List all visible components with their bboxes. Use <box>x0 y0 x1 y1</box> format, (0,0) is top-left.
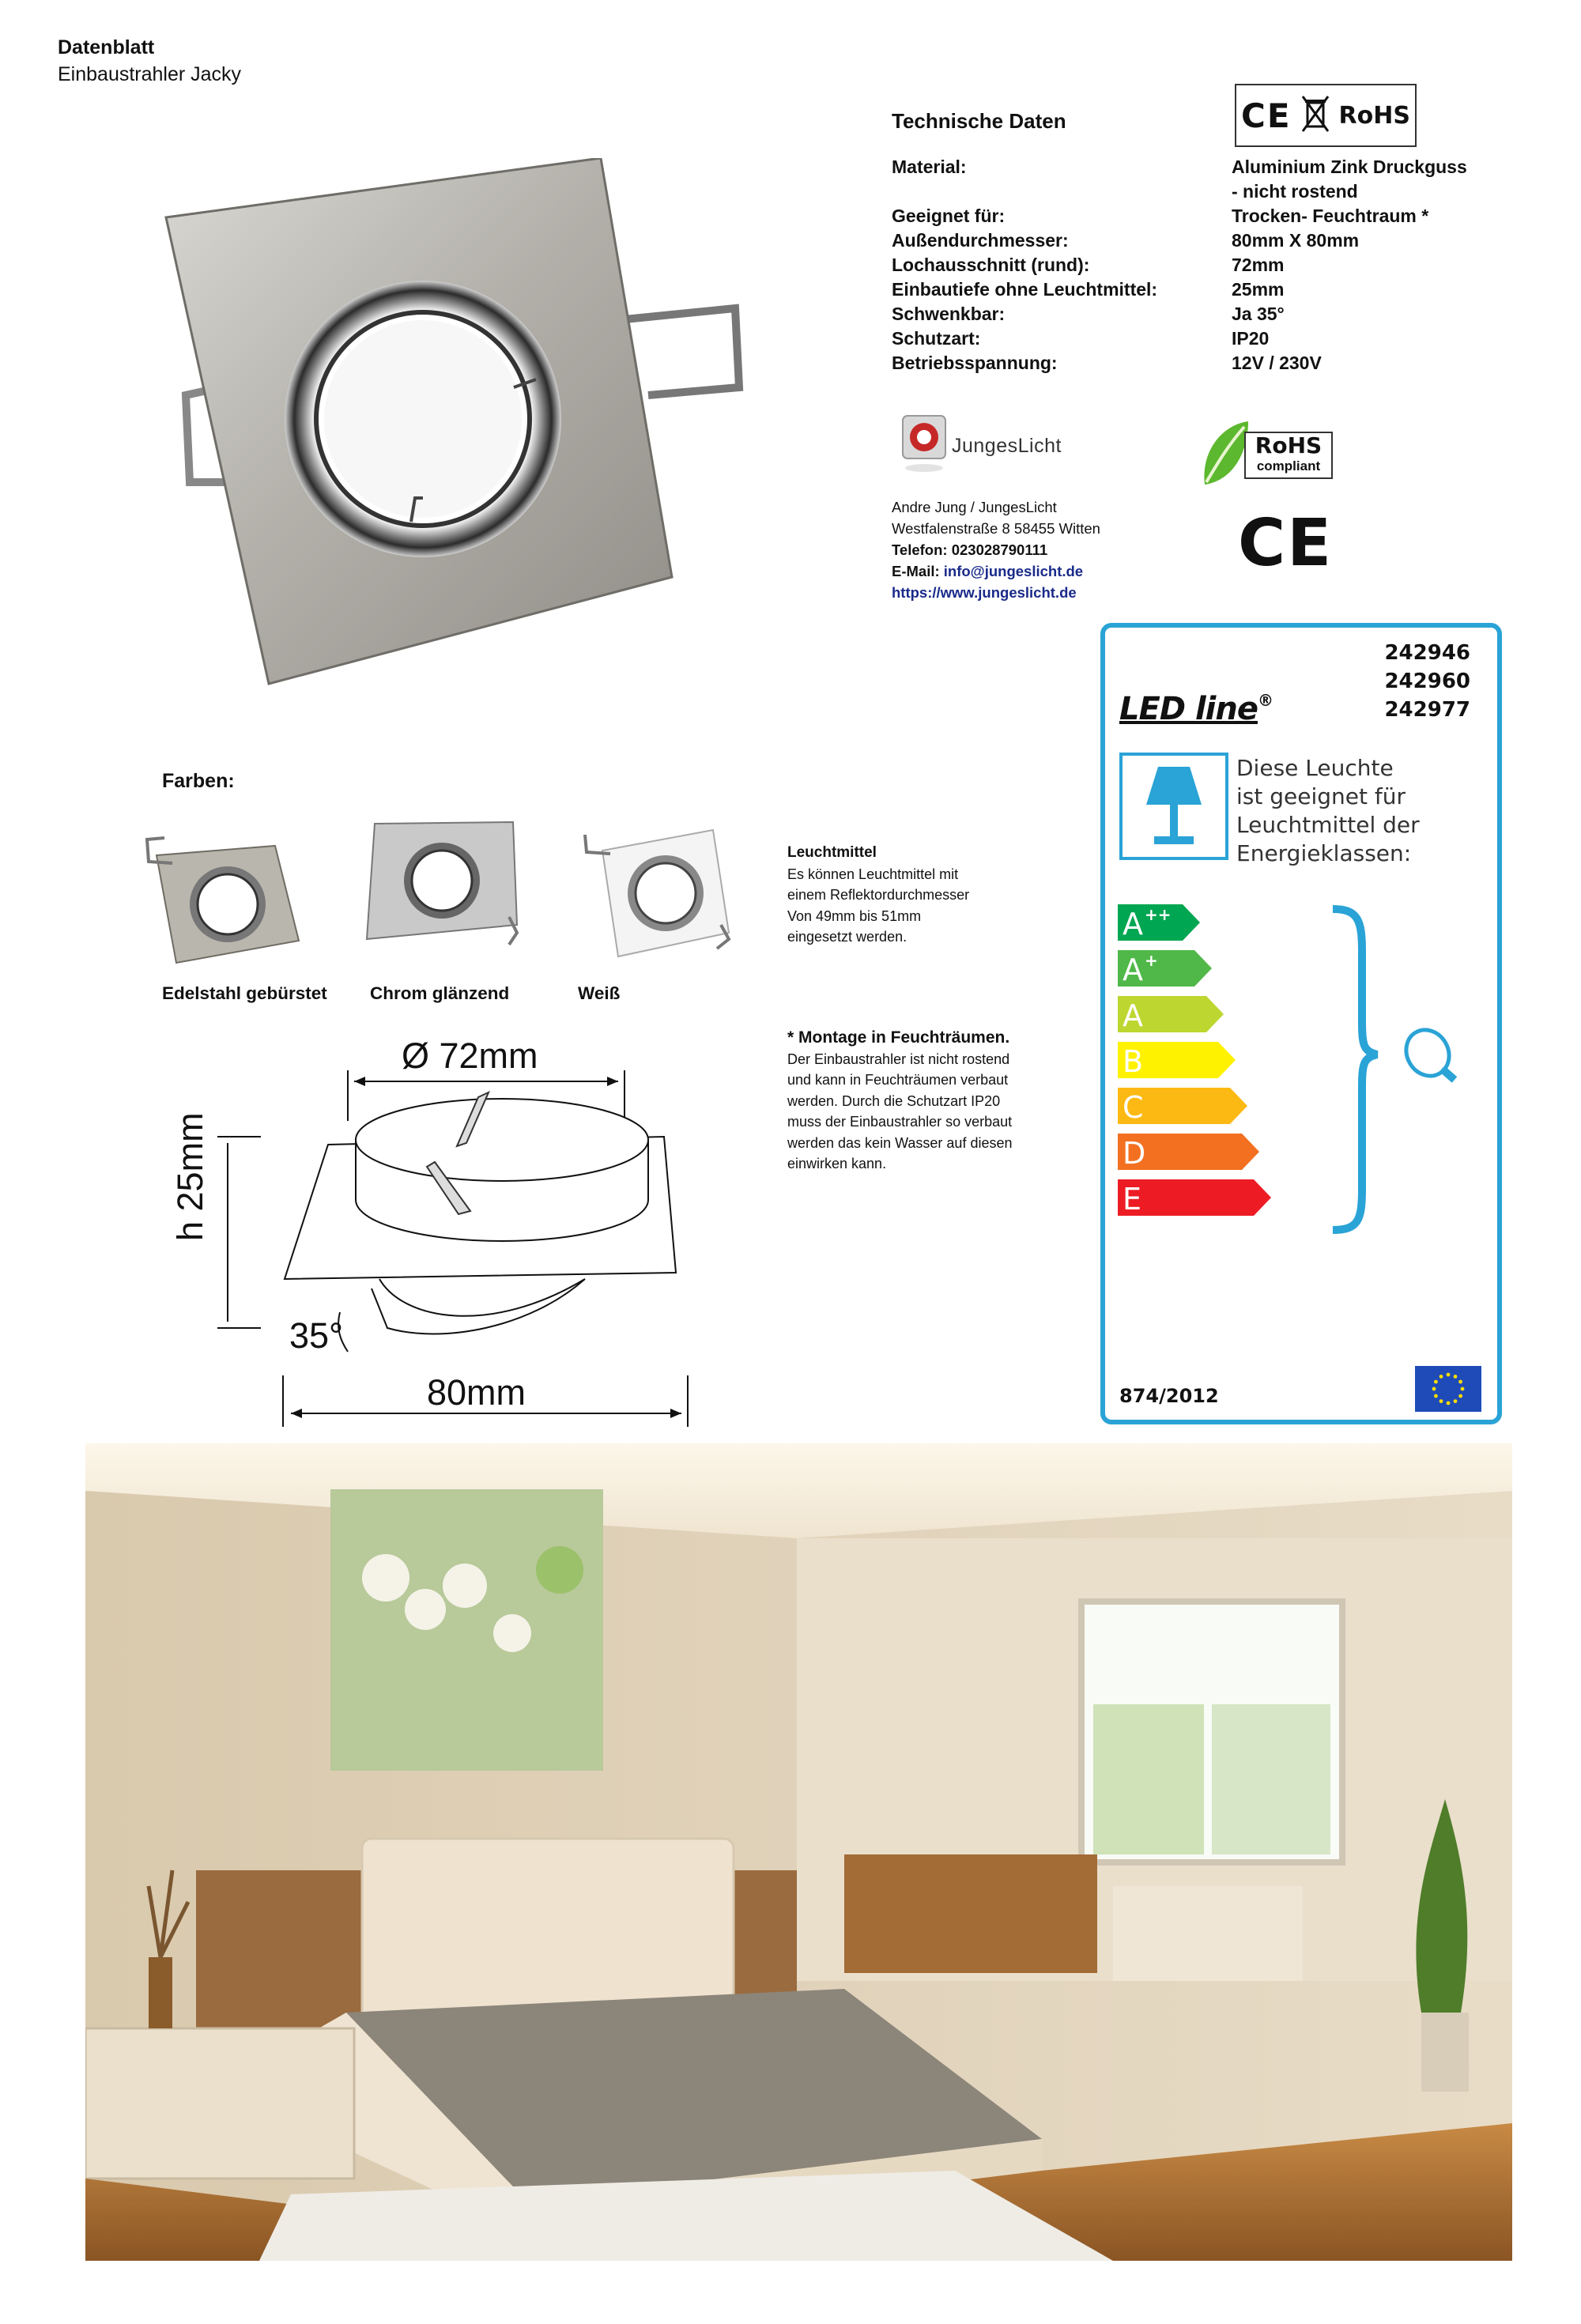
spec-value: - nicht rostend <box>1232 181 1358 202</box>
leuchtmittel-line: einem Reflektordurchmesser <box>787 887 970 903</box>
registered-mark: ® <box>1257 691 1273 710</box>
energy-class-e <box>1118 1179 1271 1217</box>
brand-logo <box>896 411 1102 476</box>
contact-phone: 023028790111 <box>951 541 1048 558</box>
ce-mark: CE <box>1241 96 1292 135</box>
contact-name: Andre Jung / JungesLicht <box>892 499 1057 515</box>
table-lamp-icon <box>1119 753 1228 860</box>
energy-description-line: Energieklassen: <box>1236 840 1412 866</box>
weee-bin-icon <box>1301 95 1330 137</box>
spec-label: Schutzart: <box>892 328 981 349</box>
energy-bracket <box>1326 904 1485 1236</box>
rohs-compliant-badge <box>1197 417 1338 490</box>
montage-heading: * Montage in Feuchträumen. <box>787 1028 1010 1047</box>
energy-class-d <box>1118 1134 1259 1171</box>
article-number: 242977 <box>1384 698 1470 722</box>
energy-description <box>1236 754 1420 868</box>
spec-value: Trocken- Feuchtraum * <box>1232 206 1429 226</box>
leuchtmittel-line: Es können Leuchtmittel mit <box>787 866 959 882</box>
variant-label-chrom: Chrom glänzend <box>370 983 510 1003</box>
energy-class-label: A <box>1123 998 1143 1033</box>
energy-class-ap <box>1118 950 1212 987</box>
spec-value: Ja 35° <box>1232 304 1285 324</box>
energy-label <box>1100 623 1502 1424</box>
eu-flag-icon <box>1415 1366 1481 1412</box>
spec-label: Betriebsspannung: <box>892 353 1058 373</box>
contact-website-link[interactable]: https://www.jungeslicht.de <box>892 584 1077 601</box>
leuchtmittel-line: eingesetzt werden. <box>787 929 907 945</box>
energy-class-b <box>1118 1042 1236 1079</box>
brand-logo-text: JungesLicht <box>952 435 1062 457</box>
bedroom-photo <box>85 1443 1512 2261</box>
contact-block <box>892 496 1100 603</box>
dim-diameter-label: Ø 72mm <box>402 1036 538 1076</box>
montage-line: muss der Einbaustrahler so verbaut <box>787 1114 1013 1130</box>
energy-class-label: C <box>1123 1090 1144 1125</box>
page-subtitle: Einbaustrahler Jacky <box>58 63 242 85</box>
variant-image-edelstahl <box>141 822 316 980</box>
energy-class-app <box>1118 904 1200 941</box>
dim-angle-label: 35° <box>289 1315 344 1356</box>
contact-email-label: E-Mail: <box>892 563 940 579</box>
page-title: Datenblatt <box>58 36 155 58</box>
variant-label-weiss: Weiß <box>578 983 621 1003</box>
montage-line: werden. Durch die Schutzart IP20 <box>787 1092 1001 1109</box>
variant-label-edelstahl: Edelstahl gebürstet <box>162 983 327 1003</box>
tech-heading: Technische Daten <box>892 109 1066 133</box>
spec-label: Einbautiefe ohne Leuchtmittel: <box>892 279 1158 300</box>
spec-value: IP20 <box>1232 328 1270 349</box>
montage-line: einwirken kann. <box>787 1156 887 1171</box>
rohs-badge-title: RoHS <box>1255 432 1323 458</box>
product-image <box>158 158 775 696</box>
contact-phone-label: Telefon: <box>892 541 948 558</box>
energy-classes <box>1118 904 1276 1236</box>
spec-value: Aluminium Zink Druckguss <box>1232 157 1467 177</box>
spec-label <box>892 179 1224 204</box>
spec-label: Geeignet für: <box>892 206 1006 226</box>
leuchtmittel-heading: Leuchtmittel <box>787 844 877 861</box>
certification-marks <box>1235 84 1417 147</box>
article-number: 242960 <box>1384 670 1470 693</box>
montage-line: Der Einbaustrahler ist nicht rostend <box>787 1051 1010 1067</box>
energy-class-label: E <box>1123 1182 1142 1217</box>
spec-labels <box>892 155 1224 375</box>
dim-height-label: h 25mm <box>170 1112 210 1241</box>
montage-block <box>787 1028 1012 1175</box>
leuchtmittel-line: Von 49mm bis 51mm <box>787 907 922 924</box>
energy-description-line: Diese Leuchte <box>1236 755 1394 781</box>
spec-label: Schwenkbar: <box>892 304 1006 324</box>
energy-class-a <box>1118 996 1224 1033</box>
energy-class-label: A <box>1123 953 1143 987</box>
leuchtmittel-block <box>787 843 969 948</box>
light-bulb-icon <box>1398 1022 1457 1084</box>
energy-class-arrows <box>1118 904 1284 1236</box>
led-line-brand <box>1119 691 1273 727</box>
variant-image-weiss <box>571 822 746 980</box>
spec-label: Lochausschnitt (rund): <box>892 255 1090 275</box>
energy-article-numbers <box>1384 639 1470 724</box>
energy-class-c <box>1118 1088 1247 1125</box>
contact-email-link[interactable]: info@jungeslicht.de <box>943 563 1084 579</box>
energy-class-label: D <box>1123 1136 1146 1171</box>
montage-line: werden das kein Wasser auf diesen <box>787 1134 1013 1151</box>
spec-value: 12V / 230V <box>1232 353 1322 373</box>
montage-line: und kann in Feuchträumen verbaut <box>787 1072 1009 1088</box>
jungeslicht-logo-icon <box>896 411 952 476</box>
energy-class-label: B <box>1123 1044 1144 1079</box>
dim-width-label: 80mm <box>427 1372 526 1413</box>
energy-regulation: 874/2012 <box>1119 1385 1219 1407</box>
spec-label: Außendurchmesser: <box>892 230 1069 251</box>
contact-phone-row <box>892 539 1100 560</box>
farben-heading: Farben: <box>162 770 235 792</box>
variant-image-chrom <box>351 814 526 972</box>
energy-class-label: A <box>1123 907 1143 941</box>
led-line-brand-text: LED line <box>1119 691 1258 727</box>
contact-address: Westfalenstraße 8 58455 Witten <box>892 520 1100 537</box>
ce-mark-large: CE <box>1238 506 1334 581</box>
article-number: 242946 <box>1384 641 1470 665</box>
spec-values <box>1232 155 1564 375</box>
spec-value: 80mm X 80mm <box>1232 230 1360 251</box>
rohs-badge-subtitle: compliant <box>1256 458 1321 473</box>
spec-value: 72mm <box>1232 255 1285 275</box>
energy-description-line: ist geeignet für <box>1236 783 1406 809</box>
energy-description-line: Leuchtmittel der <box>1236 812 1420 838</box>
spec-label: Material: <box>892 157 967 177</box>
spec-value: 25mm <box>1232 279 1285 300</box>
contact-email-row <box>892 560 1100 582</box>
energy-class-superscript: ++ <box>1145 905 1172 924</box>
energy-class-superscript: + <box>1145 951 1158 970</box>
rohs-mark: RoHS <box>1338 101 1410 130</box>
